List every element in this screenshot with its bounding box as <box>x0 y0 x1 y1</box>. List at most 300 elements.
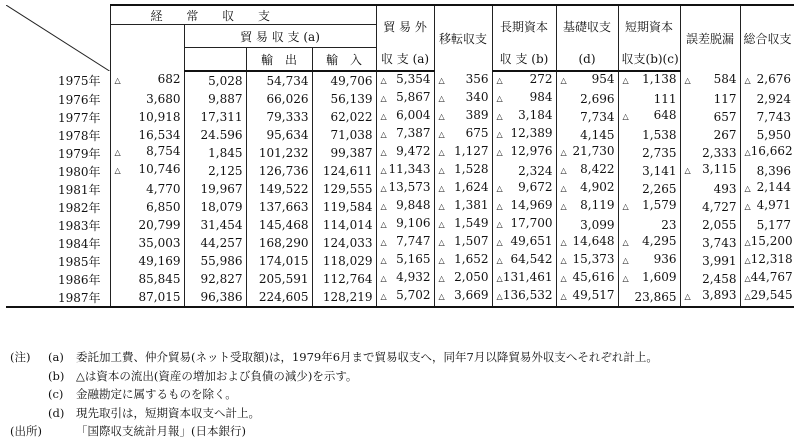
short-term-capital-cell <box>618 162 680 180</box>
cell-value: 1,549 <box>454 216 489 230</box>
short-term-capital-cell <box>618 234 680 252</box>
cell-value: 117 <box>713 92 737 106</box>
long-term-capital-cell <box>492 234 556 252</box>
cell-value: 45,616 <box>572 270 615 284</box>
short-term-capital-cell <box>618 144 680 162</box>
imports-cell <box>312 144 376 162</box>
cell-value: 389 <box>465 108 489 122</box>
cell-value: 5,702 <box>396 288 431 302</box>
note-text: 現先取引は，短期資本収支へ計上。 <box>76 405 260 420</box>
year-cell: 1985年 <box>58 254 101 269</box>
cell-value: 35,003 <box>138 236 181 250</box>
trade-balance-cell <box>184 252 246 270</box>
cell-value: 272 <box>529 72 553 86</box>
header-short-term-capital: 短期資本 <box>618 5 680 48</box>
negative-triangle-icon: △ <box>744 148 751 157</box>
negative-triangle-icon: △ <box>496 292 503 301</box>
note-text: 金融勘定に属するものを除く。 <box>76 387 237 401</box>
cell-value: 675 <box>465 126 489 140</box>
negative-triangle-icon: △ <box>496 184 503 193</box>
cell-value: 44,257 <box>200 236 243 250</box>
negative-triangle-icon: △ <box>622 202 629 211</box>
long-term-capital-cell <box>492 90 556 108</box>
negative-triangle-icon: △ <box>560 238 567 247</box>
cell-value: 15,373 <box>572 252 615 266</box>
basic-balance-cell <box>556 71 618 90</box>
long-term-capital-cell <box>492 108 556 126</box>
current-account-cell <box>110 252 184 270</box>
imports-cell <box>312 90 376 108</box>
overall-balance-cell <box>740 90 794 108</box>
negative-triangle-icon: △ <box>380 220 387 229</box>
exports-cell <box>246 216 312 234</box>
cell-value: 49,651 <box>510 234 553 248</box>
negative-triangle-icon: △ <box>496 112 503 121</box>
cell-value: 1,652 <box>454 252 489 266</box>
cell-value: 4,145 <box>580 128 615 142</box>
cell-value: 114,014 <box>322 218 373 232</box>
year-cell: 1981年 <box>58 182 101 197</box>
transfers-cell <box>434 162 492 180</box>
cell-value: 8,119 <box>580 198 615 212</box>
cell-value: 2,333 <box>702 146 737 160</box>
year-cell: 1975年 <box>58 74 101 88</box>
current-account-cell <box>110 234 184 252</box>
exports-cell <box>246 180 312 198</box>
exports-cell <box>246 162 312 180</box>
cell-value: 9,472 <box>396 144 431 158</box>
errors-omissions-cell <box>680 270 740 288</box>
negative-triangle-icon: △ <box>622 112 629 121</box>
exports-cell <box>246 126 312 144</box>
table-row <box>6 126 794 144</box>
trade-balance-cell <box>184 180 246 198</box>
invisible-trade-cell <box>376 162 434 180</box>
negative-triangle-icon: △ <box>380 238 387 247</box>
negative-triangle-icon: △ <box>438 220 445 229</box>
header-exports: 輸 出 <box>246 48 312 72</box>
negative-triangle-icon: △ <box>438 75 445 85</box>
year-cell: 1983年 <box>58 218 101 233</box>
negative-triangle-icon: △ <box>684 166 691 175</box>
trade-balance-cell <box>184 71 246 90</box>
cell-value: 657 <box>713 110 737 124</box>
negative-triangle-icon: △ <box>496 220 503 229</box>
cell-value: 10,746 <box>138 162 181 176</box>
cell-value: 2,696 <box>580 92 615 106</box>
cell-value: 4,770 <box>146 182 181 196</box>
cell-value: 584 <box>713 71 737 86</box>
year-cell: 1982年 <box>58 200 101 215</box>
negative-triangle-icon: △ <box>560 292 567 301</box>
negative-triangle-icon: △ <box>438 202 445 211</box>
year-cell: 1978年 <box>58 128 101 143</box>
cell-value: 13,573 <box>388 180 431 194</box>
cell-value: 128,219 <box>322 290 373 304</box>
cell-value: 4,902 <box>580 180 615 194</box>
errors-omissions-cell <box>680 90 740 108</box>
negative-triangle-icon: △ <box>380 112 387 121</box>
table-row <box>6 162 794 180</box>
cell-value: 21,730 <box>572 144 615 158</box>
cell-value: 5,028 <box>208 74 243 88</box>
overall-balance-cell <box>740 162 794 180</box>
header-trade-balance: 貿 易 収 支 (a) <box>184 25 376 48</box>
imports-cell <box>312 126 376 144</box>
imports-cell <box>312 234 376 252</box>
basic-balance-cell <box>556 216 618 234</box>
basic-balance-cell <box>556 252 618 270</box>
exports-cell <box>246 90 312 108</box>
current-account-cell <box>110 71 184 90</box>
cell-value: 14,648 <box>572 234 615 248</box>
cell-value: 9,106 <box>396 216 431 230</box>
basic-balance-cell <box>556 180 618 198</box>
negative-triangle-icon: △ <box>438 112 445 121</box>
invisible-trade-cell <box>376 108 434 126</box>
negative-triangle-icon: △ <box>684 292 691 301</box>
cell-value: 8,422 <box>580 162 615 176</box>
short-term-capital-cell <box>618 126 680 144</box>
cell-value: 954 <box>591 72 615 86</box>
header-imports: 輸 入 <box>312 48 376 72</box>
current-account-cell <box>110 90 184 108</box>
imports-cell <box>312 252 376 270</box>
basic-balance-cell <box>556 144 618 162</box>
header-current-account-blank <box>110 25 184 72</box>
cell-value: 9,887 <box>208 92 243 106</box>
trade-balance-cell <box>184 288 246 307</box>
cell-value: 55,986 <box>200 254 243 268</box>
overall-balance-cell <box>740 234 794 252</box>
negative-triangle-icon: △ <box>622 274 629 283</box>
note-key: (c) <box>48 387 64 401</box>
trade-balance-cell <box>184 108 246 126</box>
note-key: (b) <box>48 368 65 383</box>
negative-triangle-icon: △ <box>380 148 387 157</box>
transfers-cell <box>434 252 492 270</box>
year-cell: 1980年 <box>58 164 101 179</box>
cell-value: 267 <box>713 128 737 142</box>
cell-value: 2,324 <box>518 164 553 178</box>
cell-value: 87,015 <box>138 290 181 304</box>
negative-triangle-icon: △ <box>496 94 503 103</box>
transfers-cell <box>434 198 492 216</box>
cell-value: 119,584 <box>322 200 373 214</box>
header-invisible-trade-2: 収 支 (a) <box>376 48 434 72</box>
short-term-capital-cell <box>618 108 680 126</box>
errors-omissions-cell <box>680 180 740 198</box>
cell-value: 936 <box>653 252 677 266</box>
table-row <box>6 71 794 90</box>
cell-value: 124,611 <box>322 164 373 178</box>
cell-value: 8,754 <box>146 144 181 158</box>
overall-balance-cell <box>740 198 794 216</box>
negative-triangle-icon: △ <box>622 238 629 247</box>
imports-cell <box>312 198 376 216</box>
header-errors-omissions: 誤差脱漏 <box>680 5 740 71</box>
cell-value: 7,743 <box>756 110 792 124</box>
cell-value: 137,663 <box>258 200 309 214</box>
current-account-cell <box>110 144 184 162</box>
cell-value: 7,747 <box>396 234 431 248</box>
trade-balance-cell <box>184 90 246 108</box>
diagonal-line <box>6 5 110 71</box>
negative-triangle-icon: △ <box>560 184 567 193</box>
cell-value: 54,734 <box>266 74 309 88</box>
cell-value: 3,115 <box>702 162 737 176</box>
header-short-term-capital-2: 収支(b)(c) <box>618 48 680 72</box>
cell-value: 1,579 <box>642 198 677 212</box>
basic-balance-cell <box>556 288 618 307</box>
cell-value: 493 <box>713 182 737 196</box>
negative-triangle-icon: △ <box>380 76 387 85</box>
cell-value: 6,004 <box>396 108 431 122</box>
imports-cell <box>312 71 376 90</box>
cell-value: 1,138 <box>642 72 677 86</box>
negative-triangle-icon: △ <box>438 148 445 157</box>
cell-value: 5,177 <box>756 218 792 232</box>
cell-value: 3,991 <box>702 254 737 268</box>
negative-triangle-icon: △ <box>380 130 387 139</box>
cell-value: 2,125 <box>208 164 243 178</box>
overall-balance-cell <box>740 108 794 126</box>
note-a <box>10 348 658 367</box>
negative-triangle-icon: △ <box>560 76 567 85</box>
imports-cell <box>312 216 376 234</box>
exports-cell <box>246 71 312 90</box>
transfers-cell <box>434 180 492 198</box>
long-term-capital-cell <box>492 180 556 198</box>
long-term-capital-cell <box>492 288 556 307</box>
exports-cell <box>246 252 312 270</box>
note-c <box>10 385 658 404</box>
errors-omissions-cell <box>680 71 740 90</box>
cell-value: 12,389 <box>510 126 553 140</box>
negative-triangle-icon: △ <box>622 76 629 85</box>
invisible-trade-cell <box>376 252 434 270</box>
cell-value: 682 <box>157 71 181 86</box>
cell-value: 49,517 <box>572 288 615 302</box>
errors-omissions-cell <box>680 144 740 162</box>
negative-triangle-icon: △ <box>744 75 751 85</box>
negative-triangle-icon: △ <box>496 130 503 139</box>
cell-value: 112,764 <box>322 272 373 286</box>
short-term-capital-cell <box>618 252 680 270</box>
negative-triangle-icon: △ <box>380 202 387 211</box>
cell-value: 56,139 <box>330 92 373 106</box>
invisible-trade-cell <box>376 144 434 162</box>
cell-value: 8,396 <box>756 164 792 178</box>
cell-value: 49,706 <box>330 74 373 88</box>
errors-omissions-cell <box>680 126 740 144</box>
cell-value: 224,605 <box>258 290 309 304</box>
invisible-trade-cell <box>376 216 434 234</box>
imports-cell <box>312 288 376 307</box>
negative-triangle-icon: △ <box>744 184 751 193</box>
table-row <box>6 252 794 270</box>
imports-cell <box>312 270 376 288</box>
transfers-cell <box>434 216 492 234</box>
table-body <box>6 71 794 307</box>
cell-value: 15,200 <box>750 234 793 248</box>
basic-balance-cell <box>556 126 618 144</box>
long-term-capital-cell <box>492 144 556 162</box>
year-cell: 1977年 <box>58 110 101 125</box>
cell-value: 4,727 <box>702 200 737 214</box>
errors-omissions-cell <box>680 216 740 234</box>
cell-value: 23 <box>661 218 677 232</box>
cell-value: 12,976 <box>510 144 553 158</box>
errors-omissions-cell <box>680 162 740 180</box>
cell-value: 3,141 <box>642 164 677 178</box>
trade-balance-cell <box>184 144 246 162</box>
cell-value: 129,555 <box>322 182 373 196</box>
negative-triangle-icon: △ <box>380 256 387 265</box>
errors-omissions-cell <box>680 234 740 252</box>
cell-value: 131,461 <box>502 270 553 284</box>
cell-value: 340 <box>465 90 489 104</box>
errors-omissions-cell <box>680 288 740 307</box>
cell-value: 1,609 <box>642 270 677 284</box>
balance-of-payments-table <box>6 4 794 308</box>
negative-triangle-icon: △ <box>744 292 751 301</box>
exports-cell <box>246 270 312 288</box>
short-term-capital-cell <box>618 198 680 216</box>
note-key: (d) <box>48 405 65 420</box>
header-trade-blank <box>184 48 246 72</box>
cell-value: 1,381 <box>454 198 489 212</box>
trade-balance-cell <box>184 198 246 216</box>
cell-value: 168,290 <box>258 236 309 250</box>
overall-balance-cell <box>740 288 794 307</box>
basic-balance-cell <box>556 198 618 216</box>
negative-triangle-icon: △ <box>438 130 445 139</box>
cell-value: 2,050 <box>454 270 489 284</box>
cell-value: 66,026 <box>266 92 309 106</box>
invisible-trade-cell <box>376 126 434 144</box>
invisible-trade-cell <box>376 198 434 216</box>
cell-value: 6,850 <box>146 200 181 214</box>
header-overall-balance: 総合収支 <box>740 5 794 71</box>
cell-value: 4,971 <box>756 198 792 212</box>
cell-value: 96,386 <box>200 290 243 304</box>
trade-balance-cell <box>184 216 246 234</box>
imports-cell <box>312 180 376 198</box>
transfers-cell <box>434 71 492 90</box>
cell-value: 356 <box>465 71 489 86</box>
overall-balance-cell <box>740 71 794 90</box>
current-account-cell <box>110 270 184 288</box>
negative-triangle-icon: △ <box>380 184 387 193</box>
header-basic-balance-2: (d) <box>556 48 618 72</box>
cell-value: 92,827 <box>200 272 243 286</box>
negative-triangle-icon: △ <box>438 256 445 265</box>
cell-value: 111 <box>653 92 677 106</box>
note-text: △は資本の流出(資産の増加および負債の減少)を示す。 <box>76 368 358 383</box>
trade-balance-cell <box>184 270 246 288</box>
invisible-trade-cell <box>376 180 434 198</box>
negative-triangle-icon: △ <box>438 166 445 175</box>
transfers-cell <box>434 234 492 252</box>
header-long-term-capital: 長期資本 <box>492 5 556 48</box>
short-term-capital-cell <box>618 180 680 198</box>
trade-balance-cell <box>184 162 246 180</box>
invisible-trade-cell <box>376 71 434 90</box>
basic-balance-cell <box>556 90 618 108</box>
negative-triangle-icon: △ <box>496 202 503 211</box>
cell-value: 85,845 <box>138 272 181 286</box>
cell-value: 5,950 <box>756 128 792 142</box>
table-row <box>6 90 794 108</box>
cell-value: 2,144 <box>756 180 792 194</box>
negative-triangle-icon: △ <box>380 166 387 175</box>
negative-triangle-icon: △ <box>380 292 387 301</box>
cell-value: 3,893 <box>702 288 737 302</box>
current-account-cell <box>110 288 184 307</box>
cell-value: 984 <box>529 90 553 104</box>
long-term-capital-cell <box>492 216 556 234</box>
negative-triangle-icon: △ <box>496 274 503 283</box>
cell-value: 5,165 <box>396 252 431 266</box>
negative-triangle-icon: △ <box>380 274 387 283</box>
transfers-cell <box>434 108 492 126</box>
transfers-cell <box>434 144 492 162</box>
negative-triangle-icon: △ <box>496 76 503 85</box>
short-term-capital-cell <box>618 288 680 307</box>
negative-triangle-icon: △ <box>496 148 503 157</box>
source-line <box>10 422 658 441</box>
cell-value: 23,865 <box>634 290 677 304</box>
long-term-capital-cell <box>492 162 556 180</box>
cell-value: 4,295 <box>642 234 677 248</box>
short-term-capital-cell <box>618 270 680 288</box>
cell-value: 7,387 <box>396 126 431 140</box>
cell-value: 12,318 <box>750 252 793 266</box>
short-term-capital-cell <box>618 216 680 234</box>
cell-value: 648 <box>653 108 677 122</box>
trade-balance-cell <box>184 126 246 144</box>
negative-triangle-icon: △ <box>114 75 121 85</box>
transfers-cell <box>434 126 492 144</box>
header-long-term-capital-2: 収 支 (b) <box>492 48 556 72</box>
negative-triangle-icon: △ <box>744 238 751 247</box>
negative-triangle-icon: △ <box>744 256 751 265</box>
table-row <box>6 108 794 126</box>
cell-value: 5,354 <box>396 72 431 86</box>
errors-omissions-cell <box>680 252 740 270</box>
negative-triangle-icon: △ <box>744 274 751 283</box>
exports-cell <box>246 144 312 162</box>
cell-value: 101,232 <box>258 146 309 160</box>
current-account-cell <box>110 216 184 234</box>
note-text: 委託加工費、仲介貿易(ネット受取額)は，1979年6月まで貿易収支へ，同年7月以降貿易外収支へそれぞれ計上。 <box>76 350 658 364</box>
cell-value: 2,735 <box>642 146 677 160</box>
notes-lead: (注) <box>10 350 31 364</box>
cell-value: 20,799 <box>138 218 181 232</box>
negative-triangle-icon: △ <box>114 148 121 157</box>
negative-triangle-icon: △ <box>496 238 503 247</box>
short-term-capital-cell <box>618 90 680 108</box>
header-current-account: 経 常 収 支 <box>110 5 376 25</box>
cell-value: 3,099 <box>580 218 615 232</box>
cell-value: 2,924 <box>756 92 792 106</box>
note-d <box>10 404 658 423</box>
cell-value: 18,079 <box>200 200 243 214</box>
negative-triangle-icon: △ <box>114 166 121 175</box>
current-account-cell <box>110 126 184 144</box>
cell-value: 1,538 <box>642 128 677 142</box>
